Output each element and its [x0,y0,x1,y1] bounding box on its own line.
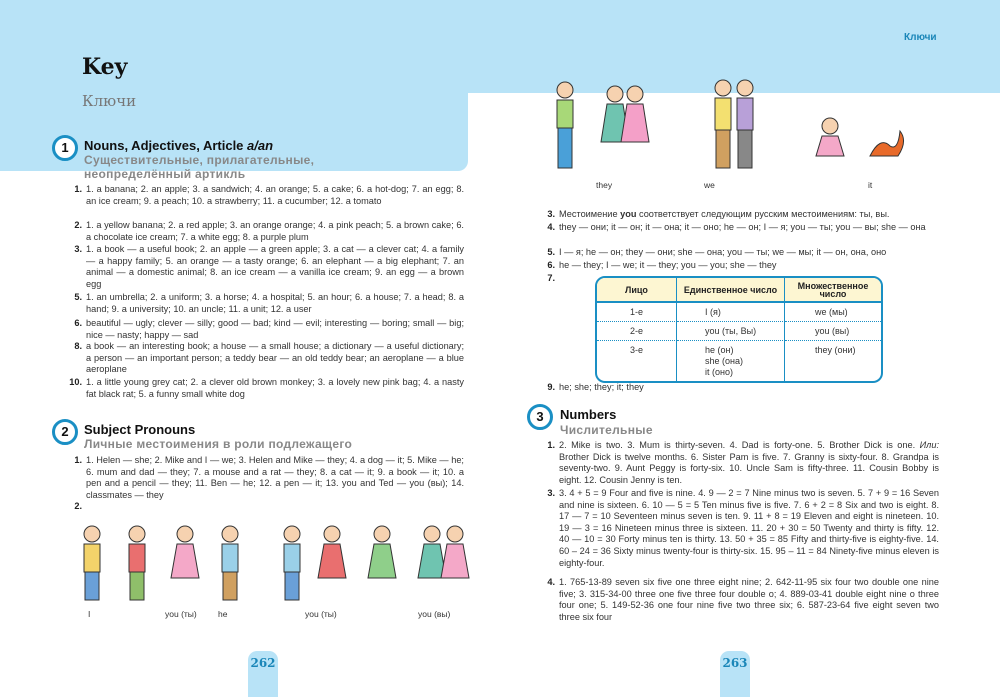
exercise [74,184,464,207]
exercise-number: 2. [74,501,82,511]
picture-label: they [596,180,613,190]
exercise [547,440,939,486]
exercise-text: 1. a book — a useful book; 2. an apple — a green apple; 3. a cat — a clever cat; 4. a family — a happy family; 5. an orange — a tasty orange; 6. an elephant — a big elephant; 7. an animal — a domestic animal; 8. an ice cream — a vanilla ice cream; 9. an egg — a brown egg [86,244,464,289]
table-cell: you (ты, Вы) [677,322,785,341]
exercise-number: 7. [547,273,555,283]
exercise-text: Местоимение [559,209,621,219]
exercise [74,318,464,341]
exercise-text: 1. a little young grey cat; 2. a clever old brown monkey; 3. a lovely new pink bag; 4. a nasty fat black rat; 5. a funny small white dog [86,377,464,399]
table-cell: 2-е [597,322,677,341]
exercise [74,220,464,243]
table-cell: we (мы) [785,303,881,322]
exercise-number: 1. [74,455,82,465]
exercise-text: 1. 765-13-89 seven six five one three eight nine; 2. 642-11-95 six four two double one nine five; 3. 315-34-00 three one five three four double o; 4. 889-03-41 double eight nine o three four one; 5. 149-52-36 one four nine five two three six; 6. 587-23-64 five eight seven two three six four [559,577,939,622]
exercise-number: 4. [547,577,555,587]
exercise-text: 1. a yellow banana; 2. a red apple; 3. an orange orange; 4. a pink peach; 5. a brown cake; 6. a chocolate ice cream; 7. a white egg; 8. a purple plum [86,220,464,242]
exercise-number: 9. [547,382,555,392]
children-illustration-right [540,76,920,176]
table-cell: 1-е [597,303,677,322]
section-title [84,138,273,153]
exercise [74,244,464,290]
section-title-em: a/an [247,138,274,153]
table-cell: they (они) [815,345,856,355]
running-title: Ключи [904,32,937,43]
table-header: Единственное число [677,278,785,303]
table-cell: you (вы) [785,322,881,341]
exercise-number: 3. [74,244,82,254]
exercise [547,577,939,623]
picture-label: you (ты) [165,609,197,619]
exercise-number: 1. [74,184,82,194]
exercise-number: 3. [547,488,555,498]
children-illustration-left [70,518,470,610]
table-header: Множественное число [785,278,881,303]
exercise [74,341,464,376]
table-cell: he (он) she (она) it (оно) [677,341,785,381]
section-number: 3 [527,404,553,430]
exercise [547,247,939,259]
exercise-text: 1. an umbrella; 2. a uniform; 3. a horse; 4. a hospital; 5. an hour; 6. a house; 7. a head; 8. a hand; 9. a university; 10. an uncle; 11. a unit; 12. a user [86,292,464,314]
exercise-text: a book — an interesting book; a house — a small house; a dictionary — a useful dictionary; a person — an important person; a teddy bear — an old teddy bear; an aeroplane — a blue aeroplane [86,341,464,375]
exercise-text: 1. Helen — she; 2. Mike and I — we; 3. Helen and Mike — they; 4. a dog — it; 5. Mike — he; 6. mum and dad — they; 7. a mouse and a rat — they; 8. a cat — it; 9. a book — it; 10. a pen and a pencil — they; 11. Ben — he; 12. a pen — it; 13. you and Ted — you (вы); 14. classmates — they [86,455,464,500]
page-subtitle: Ключи [82,92,137,110]
table-row [597,322,881,341]
picture-label: I [88,609,91,619]
section-title: Subject Pronouns [84,422,196,437]
picture-label: it [868,180,873,190]
exercise-text: соответствует следующим русским местоимениям: ты, вы. [636,209,890,219]
exercise-number: 8. [74,341,82,351]
exercise-text: 3. 4 + 5 = 9 Four and five is nine. 4. 9 — 2 = 7 Nine minus two is seven. 5. 7 + 9 = 16 Seven and nine is sixteen. 6. 10 — 5 = 5 Ten minus five is five. 7. 6 + 2 = 8 Six and two is eight. 8. 17 — 7 = 10 Seventeen minus seven is ten. 9. 11 + 8 = 19 Eleven and eight is nineteen. 10. 19 — 3 = 16 Nineteen minus three is sixteen. 11. 20 + 30 = 50 Twenty and thirty is fifty. 12. 40 — 10 = 30 Forty minus ten is thirty. 13. 50 + 35 = 85 Fifty and thirty-five is eighty-five. 14. 60 – 24 = 36 Sixty minus twenty-four is thirty-six. 15. 95 – 11 = 84 Ninety-five minus eleven is eighty-four. [559,488,939,568]
section-number: 1 [52,135,78,161]
table-cell: 3-е [597,341,677,381]
exercise-number: 5. [74,292,82,302]
table-cell: I (я) [677,303,785,322]
exercise-number: 6. [74,318,82,328]
exercise-number: 6. [547,260,555,270]
exercise [69,377,464,400]
exercise [547,382,939,394]
exercise-text: he; she; they; it; they [559,382,644,392]
exercise-text: I — я; he — он; they — они; she — она; you — ты; we — мы; it — он, она, оно [559,247,887,257]
section-subtitle: Существительные, прилагательные, неопределённый артикль [84,153,315,181]
table-row [597,341,881,381]
exercise-text: they — они; it — он; it — она; it — оно; he — он; I — я; you — ты; you — вы; she — она [559,222,926,232]
exercise-bold: you [620,209,637,219]
exercise-number: 5. [547,247,555,257]
exercise [547,209,939,221]
picture-label: you (вы) [418,609,451,619]
exercise [74,455,464,501]
exercise-number: 3. [547,209,555,219]
page-number-right: 263 [720,651,750,697]
exercise-number: 2. [74,220,82,230]
exercise-text: 2. Mike is two. 3. Mum is thirty-seven. 4. Dad is forty-one. 5. Brother Dick is one. [559,440,920,450]
child-figure [84,526,469,600]
exercise-em: Или: [919,440,939,450]
section-title: Numbers [560,407,617,422]
exercise-text: 1. a banana; 2. an apple; 3. a sandwich; 4. an orange; 5. a cake; 6. a hot-dog; 7. an egg; 8. an ice cream; 9. a peach; 10. a strawberry; 11. a cucumber; 12. a tomato [86,184,464,206]
exercise-number: 4. [547,222,555,232]
exercise-text: Brother Dick is twelve months. 6. Sister Pam is five. 7. Granny is sixty-four. 8. Grandpa is seventy-two. 9. Aunt Peggy is forty-six. 10. Uncle Sam is fifty-three. 11. Cousin Bobby is eight. 12. Cousin Jenny is ten. [559,451,939,485]
picture-label: you (ты) [305,609,337,619]
exercise [547,222,939,234]
section-subtitle: Личные местоимения в роли подлежащего [84,437,353,451]
exercise-text: beautiful — ugly; clever — silly; good — bad; kind — evil; interesting — boring; small — big; nice — nasty; happy — sad [86,318,464,340]
section-subtitle: Числительные [560,423,653,437]
page-number-left: 262 [248,651,278,697]
pronoun-table [595,276,883,383]
exercise [547,488,939,569]
table-header: Лицо [597,278,677,303]
picture-label: he [218,609,228,619]
exercise-number: 1. [547,440,555,450]
exercise [74,292,464,315]
section-title-text: Nouns, Adjectives, Article [84,138,248,153]
page-title: Key [82,54,128,80]
section-number: 2 [52,419,78,445]
exercise-text: he — they; I — we; it — they; you — you; she — they [559,260,777,270]
exercise [547,260,939,272]
table-row [597,303,881,322]
picture-label: we [704,180,715,190]
exercise-number: 10. [69,377,82,387]
